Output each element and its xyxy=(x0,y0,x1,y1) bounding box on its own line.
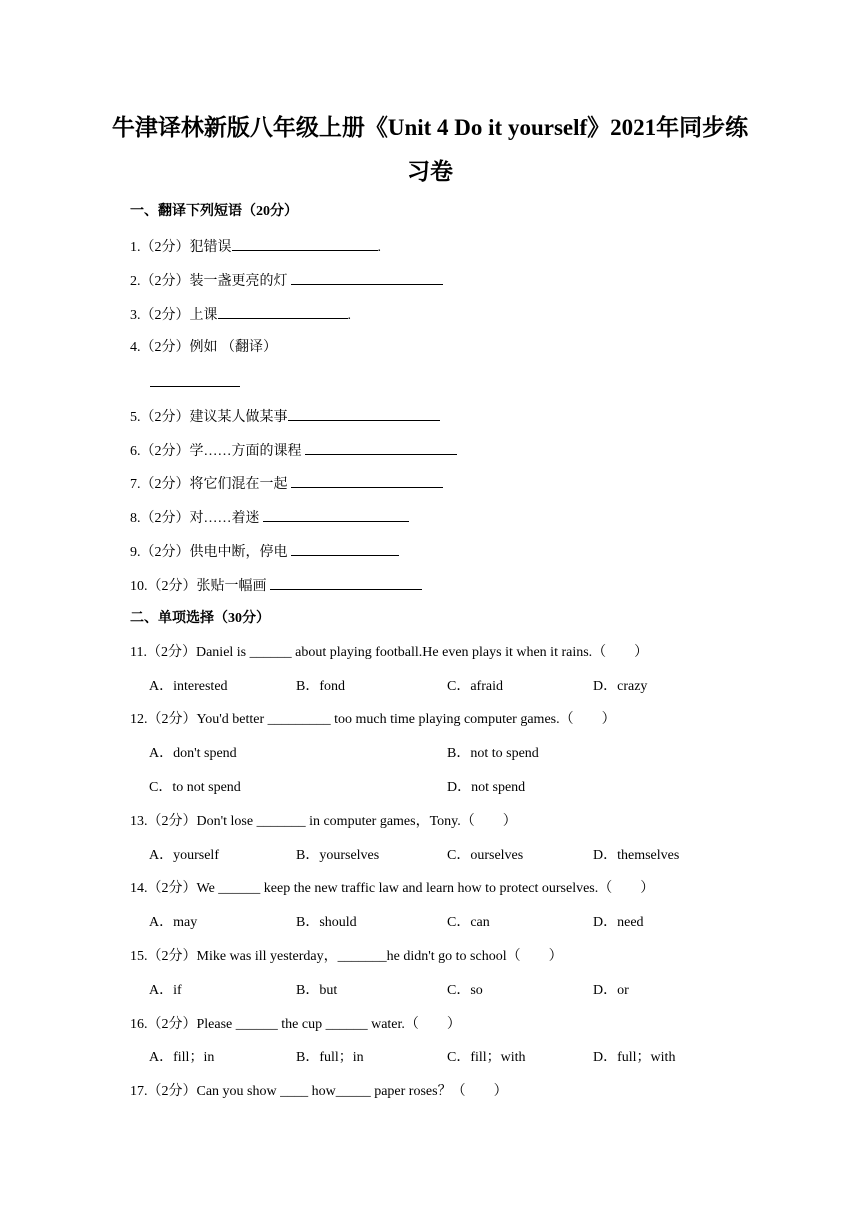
q14-option-a[interactable]: A．may xyxy=(149,915,198,930)
q15-option-d[interactable]: D．or xyxy=(593,983,629,998)
section-heading-multiple-choice: 二、单项选择（30分） xyxy=(130,611,270,626)
q14-option-c[interactable]: C．can xyxy=(447,915,490,930)
question-10-text: 10.（2分）张贴一幅画 xyxy=(130,579,270,594)
q15-option-a[interactable]: A．if xyxy=(149,983,182,998)
q11-option-d[interactable]: D．crazy xyxy=(593,679,648,694)
question-16-text: 16.（2分）Please ______ the cup ______ water.（ ） xyxy=(130,1017,461,1032)
q13-option-c[interactable]: C．ourselves xyxy=(447,848,524,863)
q11-option-c[interactable]: C．afraid xyxy=(447,679,503,694)
question-11-text: 11.（2分）Daniel is ______ about playing football.He even plays it when it rains.（ ） xyxy=(130,645,649,660)
q11-option-a[interactable]: A．interested xyxy=(149,679,228,694)
answer-blank-5[interactable] xyxy=(288,406,440,421)
question-9-text: 9.（2分）供电中断，停电 xyxy=(130,545,291,560)
q16-option-a[interactable]: A．fill；in xyxy=(149,1050,215,1065)
question-8-text: 8.（2分）对……着迷 xyxy=(130,511,263,526)
q15-option-b[interactable]: B．but xyxy=(296,983,338,998)
question-3 xyxy=(130,304,351,326)
answer-blank-7[interactable] xyxy=(291,473,443,488)
answer-blank-3[interactable] xyxy=(218,304,348,319)
answer-blank-1[interactable] xyxy=(232,236,378,251)
answer-blank-10[interactable] xyxy=(270,575,422,590)
question-7-text: 7.（2分）将它们混在一起 xyxy=(130,477,291,492)
q14-option-d[interactable]: D．need xyxy=(593,915,644,930)
question-2 xyxy=(130,270,443,292)
exam-title-line1: 牛津译林新版八年级上册《Unit 4 Do it yourself》2021年同步练 xyxy=(111,115,749,140)
question-12-text: 12.（2分）You'd better _________ too much time playing computer games.（ ） xyxy=(130,712,616,727)
q12-option-d[interactable]: D．not spend xyxy=(447,780,526,795)
question-15-text: 15.（2分）Mike was ill yesterday，_______he didn't go to school（ ） xyxy=(130,949,563,964)
question-7 xyxy=(130,473,443,495)
question-2-text: 2.（2分）装一盏更亮的灯 xyxy=(130,274,291,289)
answer-blank-9[interactable] xyxy=(291,541,399,556)
question-5 xyxy=(130,406,440,428)
question-14-text: 14.（2分）We ______ keep the new traffic law and learn how to protect ourselves.（ ） xyxy=(130,881,655,896)
question-4-text: 4.（2分）例如 （翻译） xyxy=(130,340,277,355)
question-1 xyxy=(130,236,381,258)
q11-option-b[interactable]: B．fond xyxy=(296,679,345,694)
exam-title-line2: 习卷 xyxy=(407,159,453,184)
question-10 xyxy=(130,575,422,597)
q12-option-b[interactable]: B．not to spend xyxy=(447,746,539,761)
question-5-text: 5.（2分）建议某人做某事 xyxy=(130,410,288,425)
q16-option-c[interactable]: C．fill；with xyxy=(447,1050,526,1065)
question-3-suffix: . xyxy=(347,308,351,323)
question-8 xyxy=(130,507,409,529)
question-1-suffix: . xyxy=(377,240,381,255)
q15-option-c[interactable]: C．so xyxy=(447,983,483,998)
q12-option-c[interactable]: C．to not spend xyxy=(149,780,241,795)
question-6 xyxy=(130,440,457,462)
question-17-text: 17.（2分）Can you show ____ how_____ paper roses？（ ） xyxy=(130,1084,508,1099)
answer-blank-2[interactable] xyxy=(291,270,443,285)
answer-blank-8[interactable] xyxy=(263,507,409,522)
question-3-text: 3.（2分）上课 xyxy=(130,308,218,323)
q16-option-d[interactable]: D．full；with xyxy=(593,1050,676,1065)
question-4 xyxy=(130,338,277,358)
q13-option-b[interactable]: B．yourselves xyxy=(296,848,380,863)
question-9 xyxy=(130,541,399,563)
q16-option-b[interactable]: B．full；in xyxy=(296,1050,364,1065)
answer-blank-4[interactable] xyxy=(150,372,240,387)
section-heading-translation: 一、翻译下列短语（20分） xyxy=(130,204,298,219)
q12-option-a[interactable]: A．don't spend xyxy=(149,746,237,761)
q14-option-b[interactable]: B．should xyxy=(296,915,357,930)
question-1-text: 1.（2分）犯错误 xyxy=(130,240,232,255)
answer-blank-6[interactable] xyxy=(305,440,457,455)
question-6-text: 6.（2分）学……方面的课程 xyxy=(130,444,305,459)
question-13-text: 13.（2分）Don't lose _______ in computer games，Tony.（ ） xyxy=(130,814,517,829)
q13-option-d[interactable]: D．themselves xyxy=(593,848,680,863)
q13-option-a[interactable]: A．yourself xyxy=(149,848,219,863)
question-4-answer-line xyxy=(150,372,240,394)
